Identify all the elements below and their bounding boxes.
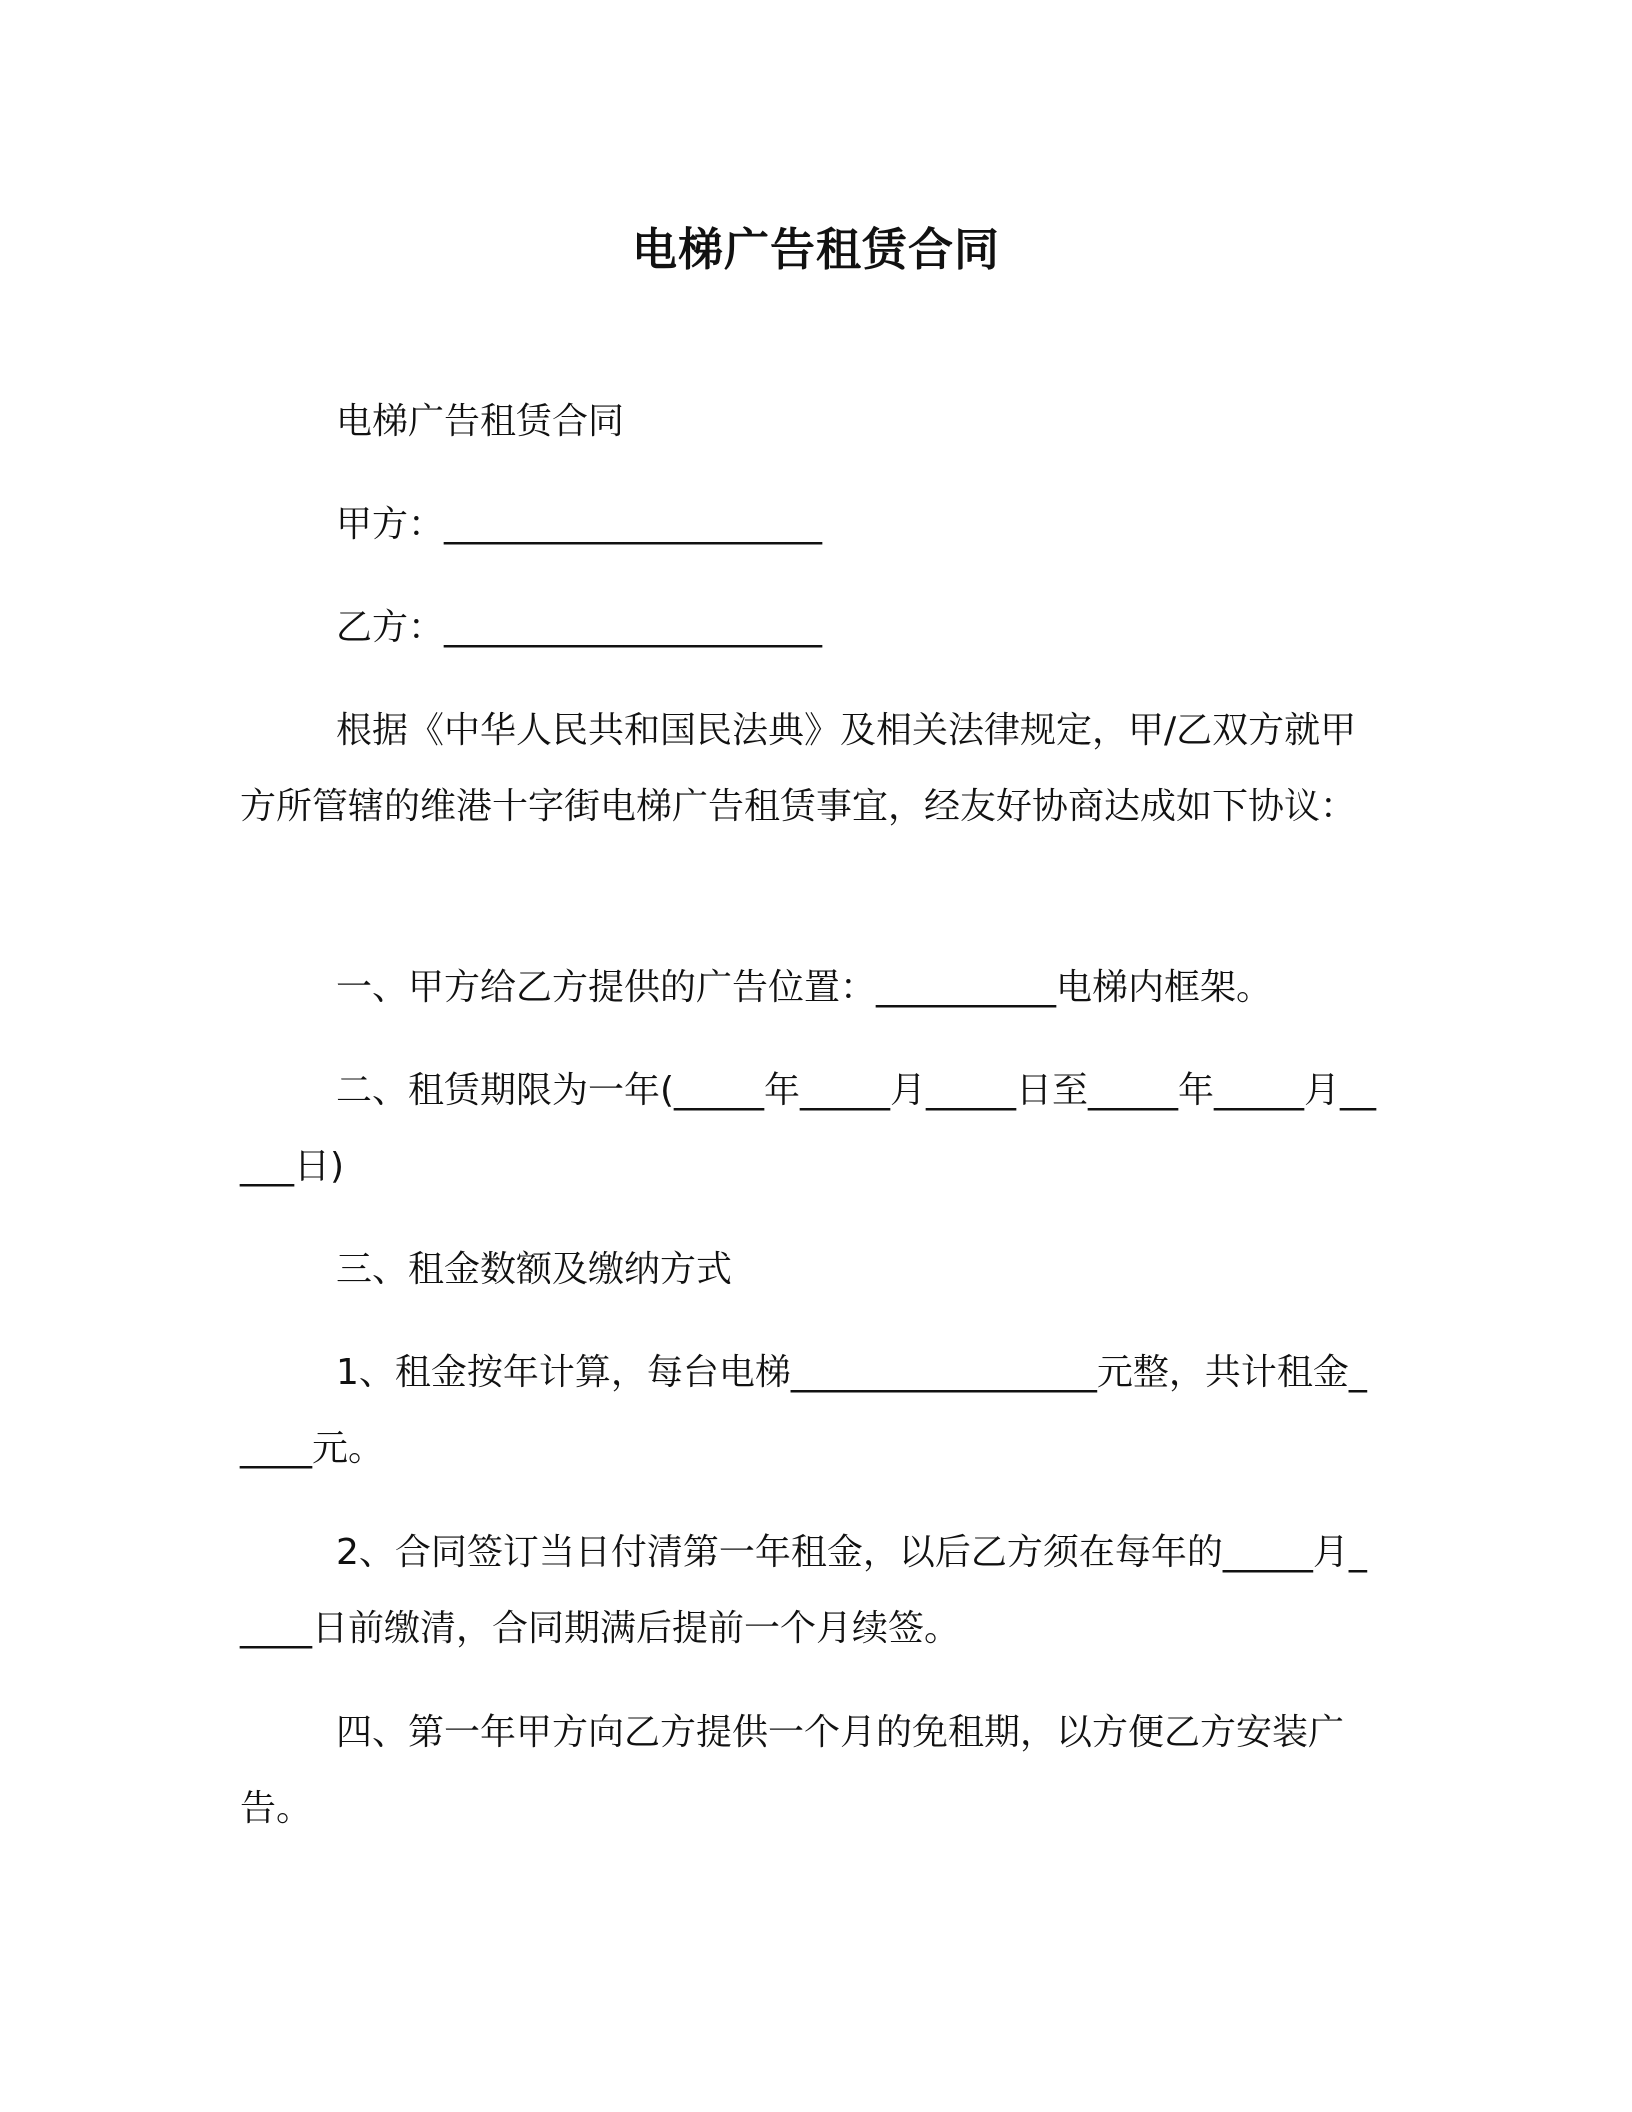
clause-3-heading: 三、租金数额及缴纳方式 bbox=[336, 1249, 733, 1290]
clause-3-item-1-rent: 1、租金按年计算，每台电梯_________________元整，共计租金_____元。 bbox=[240, 1352, 1367, 1469]
contract-subtitle: 电梯广告租赁合同 bbox=[336, 401, 625, 442]
clause-4-rent-free-period: 四、第一年甲方向乙方提供一个月的免租期，以方便乙方安装广告。 bbox=[240, 1712, 1345, 1829]
party-b-line: 乙方：_____________________ bbox=[336, 607, 823, 648]
document-title: 电梯广告租赁合同 bbox=[631, 223, 1000, 276]
clause-3-item-2-payment: 2、合同签订当日付清第一年租金，以后乙方须在每年的_____月_____日前缴清，合同期满后提前一个月续签。 bbox=[240, 1532, 1367, 1649]
clause-1-ad-location: 一、甲方给乙方提供的广告位置：__________电梯内框架。 bbox=[336, 967, 1273, 1008]
party-a-line: 甲方：_____________________ bbox=[336, 504, 823, 545]
preamble-paragraph: 根据《中华人民共和国民法典》及相关法律规定，甲/乙双方就甲方所管辖的维港十字街电梯广告租赁事宜，经友好协商达成如下协议： bbox=[240, 710, 1357, 827]
clause-2-lease-term: 二、租赁期限为一年(_____年_____月_____日至_____年_____月_____日) bbox=[240, 1070, 1377, 1187]
